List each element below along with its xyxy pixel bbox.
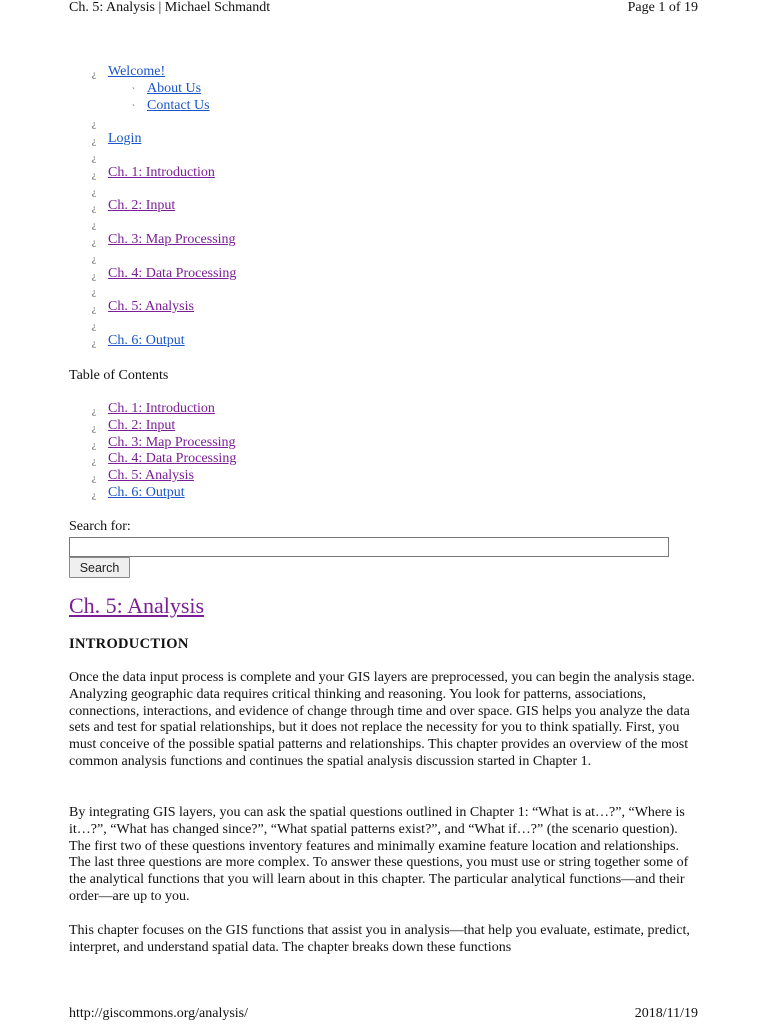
toc-link-ch3[interactable]: Ch. 3: Map Processing bbox=[108, 434, 236, 450]
nav-item-ch1 bbox=[92, 165, 492, 182]
bullet-icon: ¿ bbox=[92, 287, 96, 298]
toc-link-ch4[interactable]: Ch. 4: Data Processing bbox=[108, 451, 237, 467]
bullet-icon: ¿ bbox=[92, 203, 96, 214]
nav-item-login bbox=[92, 131, 492, 148]
toc-item-ch3 bbox=[92, 435, 492, 452]
nav-item-ch3 bbox=[92, 232, 492, 249]
nav-spacer bbox=[92, 282, 492, 299]
nav-spacer bbox=[92, 215, 492, 232]
page-header bbox=[69, 0, 698, 20]
bullet-icon: ¿ bbox=[92, 270, 96, 281]
bullet-icon: ¿ bbox=[92, 304, 96, 315]
nav-link-ch4[interactable]: Ch. 4: Data Processing bbox=[108, 265, 237, 281]
bullet-icon: ¿ bbox=[92, 253, 96, 264]
bullet-icon: ¿ bbox=[92, 473, 96, 484]
bullet-icon: ¿ bbox=[92, 422, 96, 433]
nav-link-welcome[interactable]: Welcome! bbox=[108, 64, 166, 79]
page-title[interactable]: Ch. 5: Analysis bbox=[69, 593, 205, 618]
toc-link-ch6[interactable]: Ch. 6: Output bbox=[108, 484, 185, 500]
page-footer bbox=[69, 1006, 698, 1024]
site-navigation bbox=[92, 64, 492, 350]
bullet-icon: ¿ bbox=[92, 152, 96, 163]
paragraph: By integrating GIS layers, you can ask the spatial questions outlined in Chapter 1: “What is at…?”, “Where is it…?”, “What has changed since?”, “What spatial patterns exist?”, and “What if…?” (the scenario question). The first two of these questions inventory features and minimally examine feature location and relationships. The last three questions are more complex. To answer these questions, you must use or string together some of the analytical functions that you will learn about in this chapter. The particular analytical functions—and their order—are up to you. bbox=[69, 805, 689, 904]
bullet-icon: ¿ bbox=[92, 69, 96, 79]
nav-link-ch2[interactable]: Ch. 2: Input bbox=[108, 198, 176, 214]
toc-link-ch5[interactable]: Ch. 5: Analysis bbox=[108, 468, 194, 484]
sub-bullet-icon: ` bbox=[132, 85, 135, 96]
nav-link-contact[interactable]: Contact Us bbox=[147, 97, 210, 113]
toc-item-ch1 bbox=[92, 401, 492, 418]
bullet-icon: ¿ bbox=[92, 136, 96, 147]
bullet-icon: ¿ bbox=[92, 186, 96, 197]
nav-item-welcome bbox=[92, 64, 492, 81]
page-number: Page 1 of 19 bbox=[627, 0, 698, 15]
nav-spacer bbox=[92, 182, 492, 199]
print-date: 2018/11/19 bbox=[634, 1006, 698, 1021]
nav-item-ch5 bbox=[92, 299, 492, 316]
nav-link-ch3[interactable]: Ch. 3: Map Processing bbox=[108, 231, 236, 247]
bullet-icon: ¿ bbox=[92, 456, 96, 467]
nav-link-ch6[interactable]: Ch. 6: Output bbox=[108, 332, 185, 348]
nav-spacer bbox=[92, 114, 492, 131]
sub-bullet-icon: ` bbox=[132, 102, 135, 113]
nav-item-about bbox=[92, 81, 492, 98]
bullet-icon: ¿ bbox=[92, 337, 96, 348]
document-title: Ch. 5: Analysis | Michael Schmandt bbox=[69, 0, 271, 15]
nav-item-contact bbox=[92, 98, 492, 115]
bullet-icon: ¿ bbox=[92, 489, 96, 500]
nav-link-ch5[interactable]: Ch. 5: Analysis bbox=[108, 299, 194, 315]
toc-item-ch2 bbox=[92, 418, 492, 435]
toc-item-ch5 bbox=[92, 468, 492, 485]
search-label: Search for: bbox=[69, 519, 131, 534]
section-heading: INTRODUCTION bbox=[69, 636, 189, 652]
toc-item-ch4 bbox=[92, 451, 492, 468]
bullet-icon: ¿ bbox=[92, 169, 96, 180]
nav-spacer bbox=[92, 316, 492, 333]
nav-link-ch1[interactable]: Ch. 1: Introduction bbox=[108, 164, 215, 180]
bullet-icon: ¿ bbox=[92, 406, 96, 416]
toc-item-ch6 bbox=[92, 485, 492, 502]
nav-item-ch2 bbox=[92, 198, 492, 215]
nav-item-ch6 bbox=[92, 333, 492, 350]
table-of-contents bbox=[92, 401, 492, 502]
toc-heading: Table of Contents bbox=[69, 368, 169, 383]
toc-link-ch1[interactable]: Ch. 1: Introduction bbox=[108, 401, 215, 416]
bullet-icon: ¿ bbox=[92, 236, 96, 247]
bullet-icon: ¿ bbox=[92, 439, 96, 450]
search-input[interactable] bbox=[69, 537, 669, 557]
nav-item-ch4 bbox=[92, 266, 492, 283]
nav-spacer bbox=[92, 249, 492, 266]
bullet-icon: ¿ bbox=[92, 119, 96, 130]
paragraph: Once the data input process is complete and your GIS layers are preprocessed, you can begin the analysis stage. Analyzing geographic data requires critical thinking and reasoning. You look for patterns, associations, connections, interactions, and evidence of change through time and over space. GIS helps you analyze the data sets and test for spatial relationships, but it does not replace the necessity for you to think spatially. First, you must conceive of the possible spatial patterns and relationships. This chapter provides an overview of the most common analysis functions and continues the spatial analysis discussion started in Chapter 1. bbox=[69, 670, 695, 769]
bullet-icon: ¿ bbox=[92, 220, 96, 231]
nav-link-login[interactable]: Login bbox=[108, 131, 142, 147]
paragraph: This chapter focuses on the GIS functions that assist you in analysis—that help you evaluate, estimate, predict, interpret, and understand spatial data. The chapter breaks down these functions bbox=[69, 923, 690, 955]
source-url: http://giscommons.org/analysis/ bbox=[69, 1006, 249, 1021]
nav-link-about[interactable]: About Us bbox=[147, 80, 202, 96]
nav-spacer bbox=[92, 148, 492, 165]
search-button[interactable]: Search bbox=[69, 557, 130, 578]
bullet-icon: ¿ bbox=[92, 320, 96, 331]
toc-link-ch2[interactable]: Ch. 2: Input bbox=[108, 417, 176, 433]
